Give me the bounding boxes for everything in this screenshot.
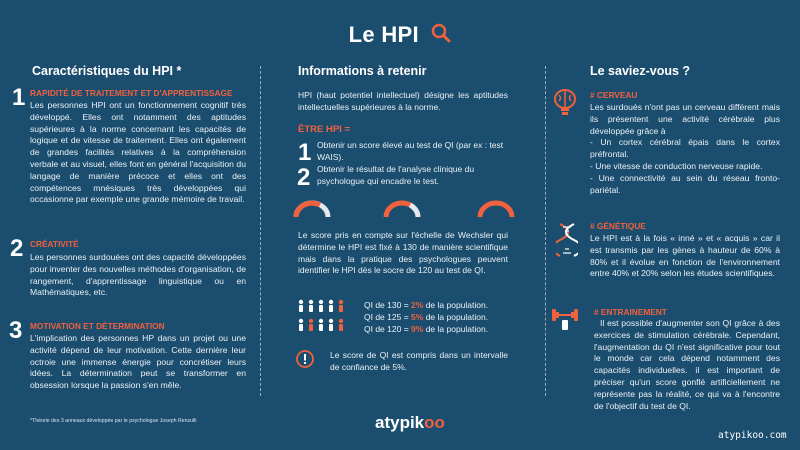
section-1-text: Les personnes HPI ont un fonctionnement cognitif très développé. Elles ont notamment des aptitudes supérieures à la norme concernant les capacités de logique et de vitesse de traitement. Elles ont également de grandes facilités relatives à la compréhension verbale et au visuel, elles font en général l'acquisition du langage de manière précoce et elles ont des compétences mnésiques très développées qui occasionne par exemple une grande mémoire de travail. [30,100,246,205]
item-1-number: 1 [298,139,312,166]
stat-suffix-130: de la population. [423,300,489,310]
section-3-text: L'implication des personnes HP dans un projet ou une activité dépend de leur motivation. Cette dernière leur octroie une immense énergie pour concrétiser leurs idées. La détermination peut se transformer en obsession lorsque la passion s'en mêle. [30,333,246,391]
magnifier-icon [431,23,451,49]
section-2-title: CRÉATIVITÉ [30,239,79,249]
stat-line-120 [364,323,514,335]
stat-suffix-120: de la population. [423,324,489,335]
stat-suffix-125: de la population. [423,312,489,323]
right-section-3-text: Il est possible d'augmenter son QI grâce à des exercices de stimulation cérébrale. Cependant, l'augmentation du QI n'est significative pour tout le monde car cela dépend notamment des capacités individuelles. il est important de préciser qu'un score gonflé artificiellement ne représente pas la réalité, ce qui va à l'encontre de l'objectif du test de QI. [594,318,780,411]
warning-icon [296,350,314,373]
stat-label-120: QI de 120 = [364,324,412,335]
section-3-title: MOTIVATION ET DÉTERMINATION [30,321,165,331]
footnote: *Théorie des 3 anneaux développée par le psychologue Joseph Renzulli [30,418,197,424]
middle-intro: HPI (haut potentiel intellectuel) désigne les aptitudes intellectuelles supérieures à la norme. [298,90,508,112]
right-section-3-title: # ENTRAINEMENT [594,307,667,317]
page-title [0,22,800,49]
people-icons [296,299,358,335]
divider-right [545,66,546,396]
item-1-text: Obtenir un score élevé au test de QI (par ex : test WAIS). [317,140,504,162]
item-2-number: 2 [297,164,311,191]
divider-left [260,66,261,396]
page-title-text: Le HPI [348,22,419,47]
brand-logo-suffix: oo [424,413,445,432]
section-1-number: 1 [12,84,26,111]
right-section-1-text: Les surdoués n'ont pas un cerveau différent mais ils présentent une activité cérébrale plus développée grâce à - Un cortex cérébral épais dans le cortex préfrontal. - Une vitesse de conduction nerveuse rapide. - Une connectivité au sein du réseau fronto-pariétal. [590,102,780,195]
right-heading: Le saviez-vous ? [590,64,691,78]
stat-value-120: 9% [411,324,424,335]
stat-line-130 [364,299,514,311]
section-1-title: RAPIDITÉ DE TRAITEMENT ET D'APPRENTISSAGE [30,88,233,98]
brain-icon [552,88,578,123]
left-heading: Caractéristiques du HPI * [32,64,182,78]
stat-line-125 [364,311,514,323]
section-3-number: 3 [9,317,23,344]
right-section-2-text: Le HPI est à la fois « inné » et « acquis » car il est transmis par les gènes à hauteur de 60% à 80% et il évolue en fonction de l'environnement entre 40% et 20% selon les études scientifiques. [590,233,780,279]
gauge-icons [292,199,518,221]
score-text: Le score pris en compte sur l'échelle de Wechsler qui détermine le HPI est fixé à 130 de manière scientifique mais dans la pratique des psychologues peuvent identifier le HPI dès le socre de 120 au test de QI. [298,230,508,276]
dumbbell-icon [550,306,580,337]
dna-icon [556,222,578,263]
brand-logo-main: atypik [375,413,425,432]
item-2-text: Obtenir le résultat de l'analyse clinique du psychologue qui encadre le test. [317,164,475,186]
middle-heading: Informations à retenir [298,64,427,78]
stat-value-125: 5% [411,312,424,323]
brand-url: atypikoo.com [718,430,787,441]
brand-logo [375,413,445,433]
stat-value-130: 2% [411,300,424,310]
section-2-number: 2 [10,235,24,262]
stat-label-130: QI de 130 = [364,300,412,310]
right-section-1-title: # CERVEAU [590,90,638,100]
stats-list [364,299,514,336]
right-section-2-title: # GÉNÉTIQUE [590,221,646,231]
section-2-text: Les personnes surdouées ont des capacité développées pour inventer des nouvelles méthodes d'organisation, de rangement, d'apprentissage linguistique ou en Mathématiques, etc. [30,252,246,298]
etre-hpi-title: ÊTRE HPI = [298,124,350,135]
stat-label-125: QI de 125 = [364,312,412,323]
gauges-svg [292,199,518,221]
gauge-icon-3 [480,203,512,217]
confidence-note: Le score de QI est compris dans un intervalle de confiance de 5%. [330,350,508,372]
